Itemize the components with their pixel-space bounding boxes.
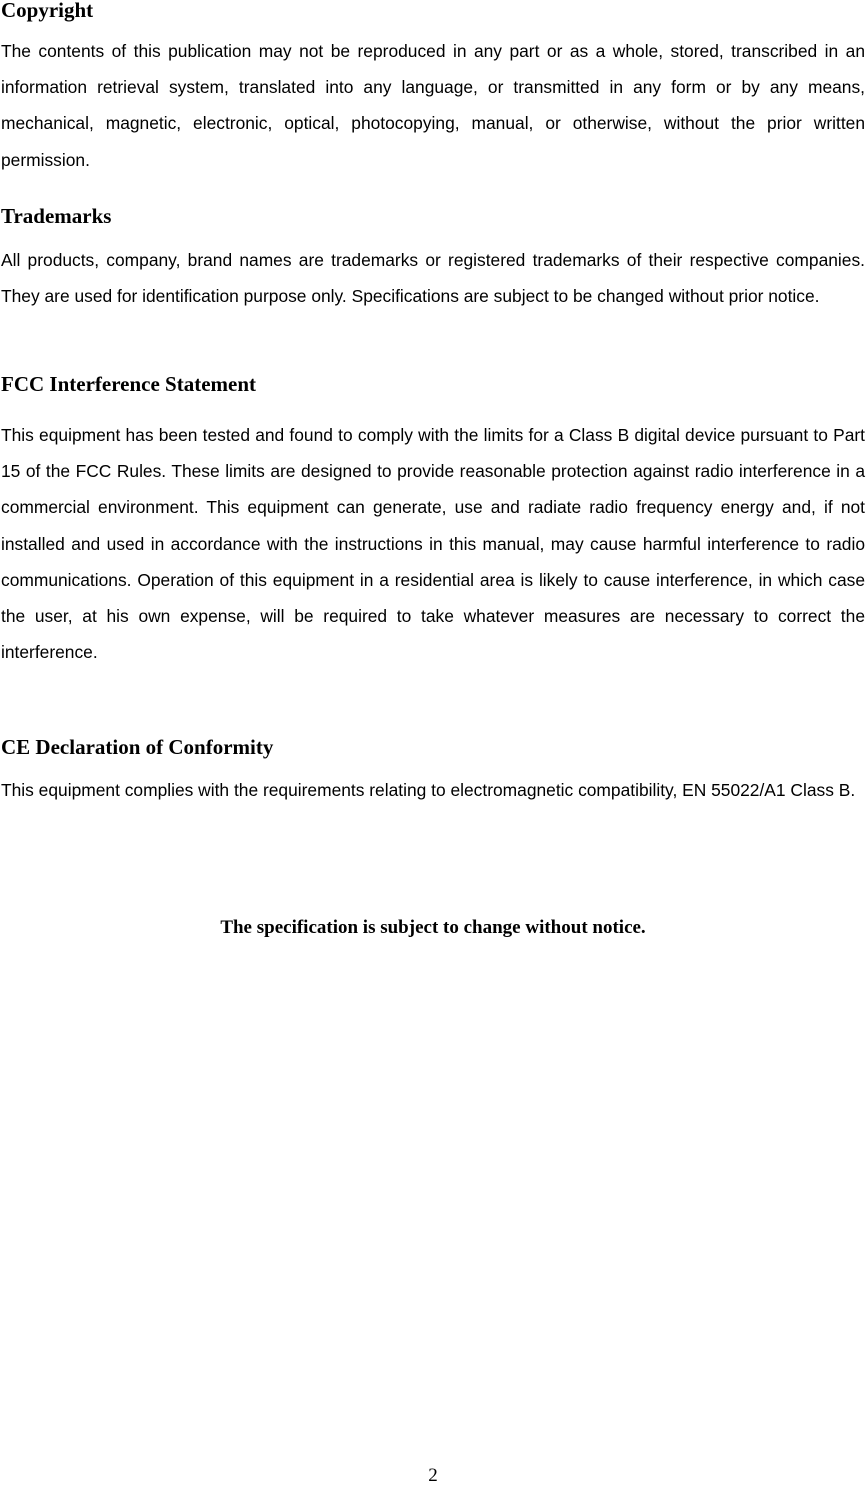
specification-notice: The specification is subject to change without notice. <box>220 917 646 938</box>
fcc-paragraph: This equipment has been tested and found to comply with the limits for a Class B digital device pursuant to Part 15 of the FCC Rules. These limits are designed to provide reasonable protection against radio interference in a commercial environment. This equipment can generate, use and radiate radio frequency energy and, if not installed and used in accordance with the instructions in this manual, may cause harmful interference to radio communications. Operation of this equipment in a residential area is likely to cause interference, in which case the user, at his own expense, will be required to take whatever measures are necessary to correct the interference. <box>1 425 865 663</box>
fcc-heading: FCC Interference Statement <box>1 372 257 396</box>
ce-heading: CE Declaration of Conformity <box>1 735 274 759</box>
copyright-paragraph: The contents of this publication may not be reproduced in any part or as a whole, stored, transcribed in an information retrieval system, translated into any language, or transmitted in any form or by any means, mechanical, magnetic, electronic, optical, photocopying, manual, or otherwise, without the prior written permission. <box>1 41 865 170</box>
page-number: 2 <box>428 1465 438 1486</box>
trademarks-heading: Trademarks <box>1 204 112 228</box>
trademarks-paragraph: All products, company, brand names are trademarks or registered trademarks of their respective companies. They are used for identification purpose only. Specifications are subject to be changed without prior notice. <box>1 250 865 307</box>
ce-paragraph: This equipment complies with the requirements relating to electromagnetic compatibility, EN 55022/A1 Class B. <box>1 780 856 800</box>
copyright-heading: Copyright <box>1 0 94 22</box>
